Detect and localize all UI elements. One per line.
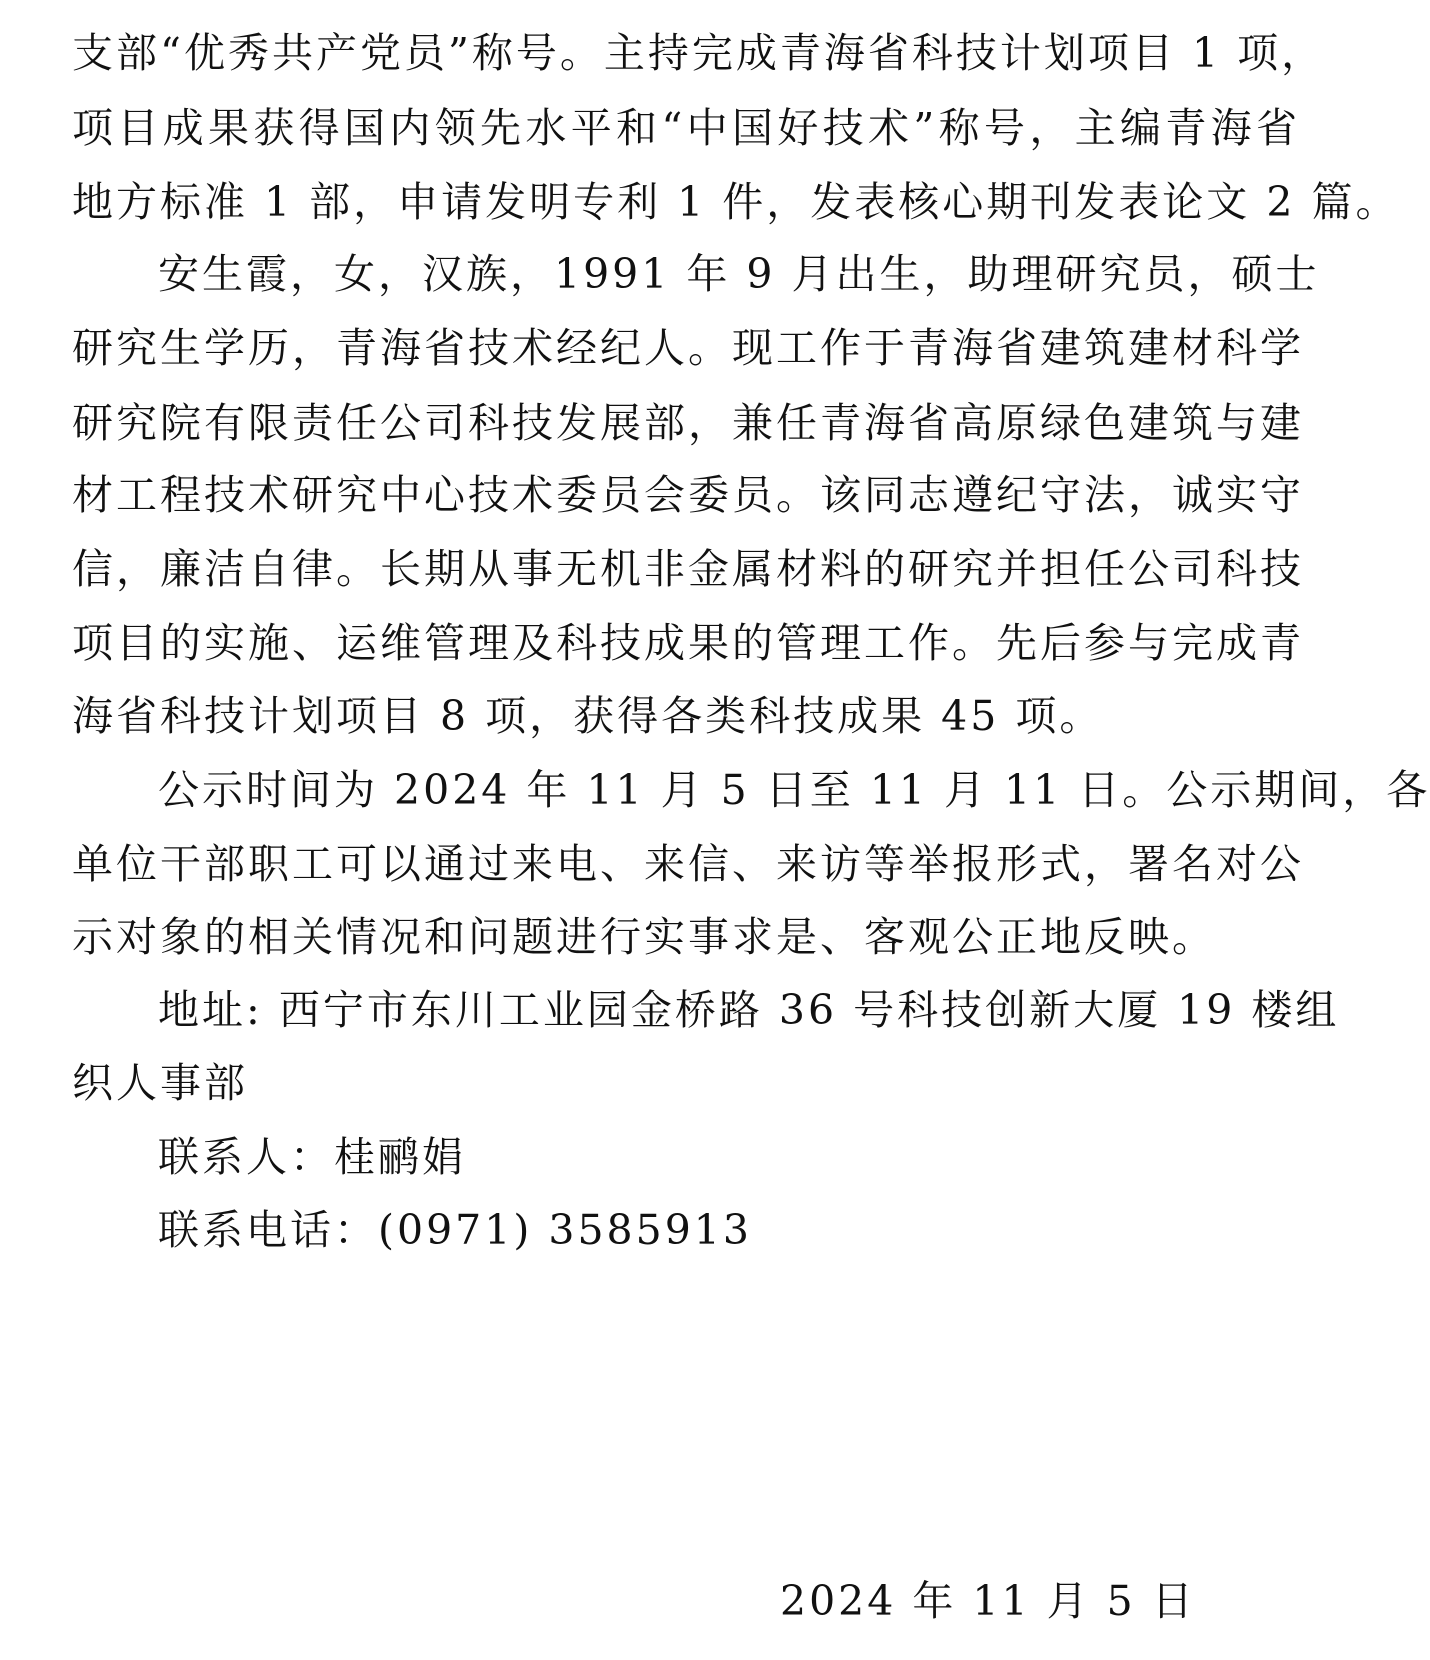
- paragraph-2-line-1: 安生霞，女，汉族，1991 年 9 月出生，助理研究员，硕士: [158, 250, 1320, 298]
- paragraph-3-line-3: 示对象的相关情况和问题进行实事求是、客观公正地反映。: [72, 913, 1216, 961]
- paragraph-2-line-7: 海省科技计划项目 8 项，获得各类科技成果 45 项。: [72, 692, 1104, 740]
- paragraph-1-line-3: 地方标准 1 部，申请发明专利 1 件，发表核心期刊发表论文 2 篇。: [72, 178, 1400, 226]
- address-line-2: 织人事部: [72, 1059, 248, 1107]
- paragraph-3-line-1: 公示时间为 2024 年 11 月 5 日至 11 月 11 日。公示期间，各: [158, 766, 1430, 814]
- paragraph-1-line-1: 支部“优秀共产党员”称号。主持完成青海省科技计划项目 1 项，: [72, 29, 1326, 77]
- paragraph-2-line-6: 项目的实施、运维管理及科技成果的管理工作。先后参与完成青: [72, 619, 1304, 667]
- document-date: 2024 年 11 月 5 日: [780, 1577, 1196, 1625]
- paragraph-2-line-5: 信，廉洁自律。长期从事无机非金属材料的研究并担任公司科技: [72, 545, 1304, 593]
- paragraph-2-line-3: 研究院有限责任公司科技发展部，兼任青海省高原绿色建筑与建: [72, 399, 1304, 447]
- paragraph-3-line-2: 单位干部职工可以通过来电、来信、来访等举报形式，署名对公: [72, 840, 1304, 888]
- paragraph-2-line-2: 研究生学历，青海省技术经纪人。现工作于青海省建筑建材科学: [72, 324, 1304, 372]
- paragraph-2-line-4: 材工程技术研究中心技术委员会委员。该同志遵纪守法，诚实守: [72, 471, 1304, 519]
- contact-phone: 联系电话：(0971) 3585913: [158, 1206, 752, 1254]
- contact-person: 联系人：桂鹂娟: [158, 1133, 466, 1181]
- paragraph-1-line-2: 项目成果获得国内领先水平和“中国好技术”称号，主编青海省: [72, 104, 1300, 152]
- address-line-1: 地址: 西宁市东川工业园金桥路 36 号科技创新大厦 19 楼组: [158, 986, 1340, 1034]
